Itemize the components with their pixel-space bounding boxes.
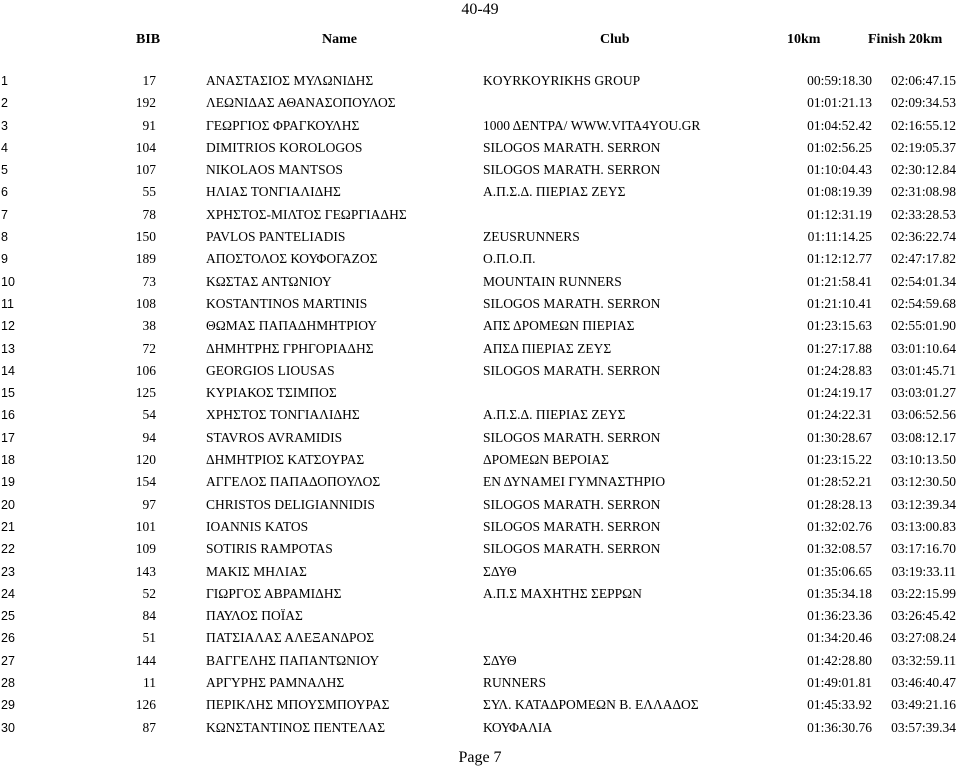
ten-km-time-cell: 01:27:17.88 [807,340,872,356]
position-cell: 21 [1,519,15,534]
ten-km-time-cell: 01:24:28.83 [807,362,872,378]
position-cell: 29 [1,698,15,713]
name-cell: ΘΩΜΑΣ ΠΑΠΑΔΗΜΗΤΡΙΟΥ [206,318,378,334]
name-cell: KOSTANTINOS MARTINIS [206,295,368,311]
finish-time-cell: 02:55:01.90 [891,318,956,334]
name-cell: ΠΑΥΛΟΣ ΠΟΪΑΣ [206,608,303,624]
club-cell: KOYRKOYRIKHS GROUP [483,73,641,88]
club-cell: ΑΠΣ ΔΡΟΜΕΩΝ ΠΙΕΡΙΑΣ [483,318,635,334]
finish-time-cell: 03:12:30.50 [891,474,956,490]
club-cell: ΔΡΟΜΕΩΝ ΒΕΡΟΙΑΣ [483,452,609,468]
finish-time-cell: 03:27:08.24 [891,630,956,646]
bib-cell: 51 [142,630,156,646]
bib-cell: 55 [142,184,156,200]
page-number: Page 7 [458,749,502,766]
position-cell: 3 [1,118,8,133]
ten-km-time-cell: 01:34:20.46 [807,630,872,646]
header-bib: BIB [136,32,161,47]
position-cell: 10 [1,274,15,289]
finish-time-cell: 03:13:00.83 [891,518,956,534]
name-cell: CHRISTOS DELIGIANNIDIS [206,496,375,512]
club-cell: ΕΝ ΔΥΝΑΜΕΙ ΓΥΜΝΑΣΤΗΡΙΟ [483,474,666,490]
position-cell: 4 [1,140,8,155]
name-cell: ΑΓΓΕΛΟΣ ΠΑΠΑΔΟΠΟΥΛΟΣ [206,474,381,490]
club-cell: Ο.Π.Ο.Π. [483,251,536,267]
position-cell: 28 [1,676,15,691]
position-cell: 26 [1,631,15,646]
finish-time-cell: 02:54:01.34 [891,273,956,289]
bib-cell: 52 [142,585,156,601]
bib-cell: 87 [142,719,156,735]
ten-km-time-cell: 01:21:58.41 [807,273,872,289]
table-row [0,271,960,293]
ten-km-time-cell: 01:36:30.76 [807,719,872,735]
name-cell: ΧΡΗΣΤΟΣ-ΜΙΛΤΟΣ ΓΕΩΡΓΙΑΔΗΣ [206,206,407,222]
name-cell: PAVLOS PANTELIADIS [206,229,346,245]
finish-time-cell: 02:33:28.53 [891,206,956,222]
finish-time-cell: 03:01:45.71 [891,362,956,378]
bib-cell: 97 [142,496,156,512]
header-club: Club [600,32,630,47]
position-cell: 23 [1,564,15,579]
finish-time-cell: 02:36:22.74 [891,229,956,245]
position-cell: 16 [1,408,15,423]
position-cell: 19 [1,475,15,490]
ten-km-time-cell: 01:08:19.39 [807,184,872,200]
table-row [0,159,960,181]
table-row [0,538,960,560]
name-cell: ΚΩΣΤΑΣ ΑΝΤΩΝΙΟΥ [206,273,332,289]
table-row [0,449,960,471]
table-row [0,717,960,739]
table-row [0,382,960,404]
name-cell: SOTIRIS RAMPOTAS [206,541,333,557]
ten-km-time-cell: 01:28:52.21 [807,474,872,490]
table-row [0,605,960,627]
name-cell: ΜΑΚΙΣ ΜΗΛΙΑΣ [206,563,307,579]
club-cell: SILOGOS MARATH. SERRON [483,162,661,178]
name-cell: ΓΕΩΡΓΙΟΣ ΦΡΑΓΚΟΥΛΗΣ [206,117,360,133]
position-cell: 18 [1,453,15,468]
club-cell: 1000 ΔΕΝΤΡΑ/ WWW.VITA4YOU.GR [483,117,701,133]
bib-cell: 17 [142,73,156,88]
ten-km-time-cell: 01:42:28.80 [807,652,872,668]
name-cell: IOANNIS KATOS [206,518,309,534]
position-cell: 15 [1,386,15,401]
name-cell: ΚΥΡΙΑΚΟΣ ΤΣΙΜΠΟΣ [206,385,337,401]
club-cell: ΣΥΛ. ΚΑΤΑΔΡΟΜΕΩΝ Β. ΕΛΛΑΔΟΣ [483,697,699,713]
position-cell: 25 [1,609,15,624]
name-cell: ΑΠΟΣΤΟΛΟΣ ΚΟΥΦΟΓΑΖΟΣ [206,251,378,267]
club-cell: SILOGOS MARATH. SERRON [483,295,661,311]
club-cell: SILOGOS MARATH. SERRON [483,541,661,557]
position-cell: 1 [1,74,8,88]
table-row [0,137,960,159]
position-cell: 14 [1,363,15,378]
club-cell: SILOGOS MARATH. SERRON [483,496,661,512]
bib-cell: 109 [135,541,156,557]
ten-km-time-cell: 01:12:12.77 [807,251,872,267]
ten-km-time-cell: 01:32:02.76 [807,518,872,534]
finish-time-cell: 03:49:21.16 [891,697,956,713]
position-cell: 22 [1,542,15,557]
table-row [0,70,960,92]
bib-cell: 73 [142,273,156,289]
ten-km-time-cell: 01:36:23.36 [807,608,872,624]
position-cell: 9 [1,252,8,267]
table-row [0,583,960,605]
ten-km-time-cell: 01:30:28.67 [807,429,872,445]
ten-km-time-cell: 00:59:18.30 [807,73,872,88]
bib-cell: 78 [142,206,156,222]
name-cell: ΧΡΗΣΤΟΣ ΤΟΝΓΙΑΛΙΔΗΣ [206,407,360,423]
bib-cell: 107 [135,162,156,178]
finish-time-cell: 03:22:15.99 [891,585,956,601]
club-cell: SILOGOS MARATH. SERRON [483,518,661,534]
name-cell: ΓΙΩΡΓΟΣ ΑΒΡΑΜΙΔΗΣ [206,585,342,601]
position-cell: 6 [1,185,8,200]
header-10km: 10km [787,32,821,47]
header-name: Name [322,32,357,47]
results-table [0,70,960,739]
table-row [0,471,960,493]
table-row [0,404,960,426]
bib-cell: 120 [135,452,156,468]
table-row [0,516,960,538]
bib-cell: 143 [135,563,156,579]
table-row [0,650,960,672]
ten-km-time-cell: 01:35:34.18 [807,585,872,601]
ten-km-time-cell: 01:04:52.42 [807,117,872,133]
header-finish: Finish 20km [868,32,943,47]
table-row [0,427,960,449]
table-row [0,181,960,203]
table-row [0,204,960,226]
bib-cell: 126 [135,697,156,713]
table-row [0,360,960,382]
position-cell: 11 [1,296,14,311]
table-row [0,561,960,583]
bib-cell: 144 [135,652,156,668]
club-cell: ΣΔΥΘ [483,652,517,668]
club-cell: MOUNTAIN RUNNERS [483,273,622,289]
club-cell: Α.Π.Σ.Δ. ΠΙΕΡΙΑΣ ΖΕΥΣ [483,407,626,423]
finish-time-cell: 03:19:33.11 [891,563,956,579]
name-cell: ΠΕΡΙΚΛΗΣ ΜΠΟΥΣΜΠΟΥΡΑΣ [206,697,390,713]
ten-km-time-cell: 01:24:22.31 [807,407,872,423]
table-row [0,494,960,516]
name-cell: ΗΛΙΑΣ ΤΟΝΓΙΑΛΙΔΗΣ [206,184,341,200]
name-cell: ΔΗΜΗΤΡΗΣ ΓΡΗΓΟΡΙΑΔΗΣ [206,340,374,356]
name-cell: ΚΩΝΣΤΑΝΤΙΝΟΣ ΠΕΝΤΕΛΑΣ [206,719,386,735]
finish-time-cell: 03:12:39.34 [891,496,956,512]
ten-km-time-cell: 01:11:14.25 [807,229,872,245]
club-cell: SILOGOS MARATH. SERRON [483,429,661,445]
position-cell: 20 [1,497,15,512]
table-row [0,315,960,337]
name-cell: ΠΑΤΣΙΑΛΑΣ ΑΛΕΞΑΝΔΡΟΣ [206,630,375,646]
club-cell: ΣΔΥΘ [483,563,517,579]
bib-cell: 192 [135,95,156,111]
finish-time-cell: 03:06:52.56 [891,407,956,423]
table-row [0,293,960,315]
position-cell: 24 [1,586,15,601]
club-cell: RUNNERS [483,675,547,691]
name-cell: ΑΝΑΣΤΑΣΙΟΣ ΜΥΛΩΝΙΔΗΣ [206,73,374,88]
bib-cell: 125 [135,385,156,401]
table-row [0,672,960,694]
ten-km-time-cell: 01:02:56.25 [807,139,872,155]
ten-km-time-cell: 01:12:31.19 [807,206,872,222]
ten-km-time-cell: 01:23:15.63 [807,318,872,334]
ten-km-time-cell: 01:28:28.13 [807,496,872,512]
ten-km-time-cell: 01:21:10.41 [807,295,872,311]
finish-time-cell: 02:31:08.98 [891,184,956,200]
finish-time-cell: 03:46:40.47 [891,675,956,691]
ten-km-time-cell: 01:01:21.13 [807,95,872,111]
ten-km-time-cell: 01:49:01.81 [807,675,872,691]
finish-time-cell: 03:17:16.70 [891,541,956,557]
bib-cell: 94 [142,429,156,445]
finish-time-cell: 03:32:59.11 [891,652,956,668]
finish-time-cell: 03:10:13.50 [891,452,956,468]
club-cell: ZEUSRUNNERS [483,229,580,245]
bib-cell: 101 [135,518,156,534]
name-cell: ΔΗΜΗΤΡΙΟΣ ΚΑΤΣΟΥΡΑΣ [206,452,365,468]
name-cell: ΛΕΩΝΙΔΑΣ ΑΘΑΝΑΣΟΠΟΥΛΟΣ [206,95,396,111]
table-row [0,338,960,360]
bib-cell: 154 [135,474,156,490]
ten-km-time-cell: 01:32:08.57 [807,541,872,557]
table-row [0,115,960,137]
table-header [0,32,960,52]
finish-time-cell: 02:06:47.15 [891,73,956,88]
bib-cell: 189 [135,251,156,267]
bib-cell: 11 [143,675,156,691]
ten-km-time-cell: 01:45:33.92 [807,697,872,713]
finish-time-cell: 03:57:39.34 [891,719,956,735]
finish-time-cell: 02:16:55.12 [891,117,956,133]
finish-time-cell: 03:08:12.17 [891,429,956,445]
finish-time-cell: 02:09:34.53 [891,95,956,111]
finish-time-cell: 03:03:01.27 [891,385,956,401]
table-row [0,226,960,248]
position-cell: 27 [1,653,15,668]
bib-cell: 104 [135,139,156,155]
bib-cell: 54 [142,407,156,423]
position-cell: 12 [1,319,15,334]
category-title: 40-49 [461,1,499,18]
club-cell: ΚΟΥΦΑΛΙΑ [483,719,553,735]
finish-time-cell: 03:01:10.64 [891,340,956,356]
bib-cell: 38 [142,318,156,334]
position-cell: 2 [1,96,8,111]
finish-time-cell: 03:26:45.42 [891,608,956,624]
name-cell: STAVROS AVRAMIDIS [206,429,343,445]
position-cell: 30 [1,720,15,735]
position-cell: 8 [1,230,8,245]
bib-cell: 72 [142,340,156,356]
position-cell: 17 [1,430,15,445]
name-cell: ΒΑΓΓΕΛΗΣ ΠΑΠΑΝΤΩΝΙΟΥ [206,652,380,668]
ten-km-time-cell: 01:10:04.43 [807,162,872,178]
table-row [0,694,960,716]
club-cell: Α.Π.Σ.Δ. ΠΙΕΡΙΑΣ ΖΕΥΣ [483,184,626,200]
club-cell: SILOGOS MARATH. SERRON [483,139,661,155]
club-cell: Α.Π.Σ ΜΑΧΗΤΗΣ ΣΕΡΡΩΝ [483,585,642,601]
ten-km-time-cell: 01:23:15.22 [807,452,872,468]
name-cell: ΑΡΓΥΡΗΣ ΡΑΜΝΑΛΗΣ [206,675,345,691]
name-cell: DIMITRIOS KOROLOGOS [206,139,363,155]
finish-time-cell: 02:19:05.37 [891,139,956,155]
club-cell: SILOGOS MARATH. SERRON [483,362,661,378]
bib-cell: 106 [135,362,156,378]
finish-time-cell: 02:54:59.68 [891,295,956,311]
position-cell: 5 [1,163,8,178]
name-cell: GEORGIOS LIOUSAS [206,362,335,378]
finish-time-cell: 02:47:17.82 [891,251,956,267]
bib-cell: 91 [142,117,156,133]
bib-cell: 84 [142,608,156,624]
table-row [0,92,960,114]
table-row [0,627,960,649]
table-row [0,248,960,270]
ten-km-time-cell: 01:24:19.17 [807,385,872,401]
club-cell: ΑΠΣΔ ΠΙΕΡΙΑΣ ΖΕΥΣ [483,340,612,356]
name-cell: NIKOLAOS MANTSOS [206,162,343,178]
bib-cell: 108 [135,295,156,311]
position-cell: 13 [1,341,15,356]
finish-time-cell: 02:30:12.84 [891,162,956,178]
ten-km-time-cell: 01:35:06.65 [807,563,872,579]
bib-cell: 150 [135,229,156,245]
position-cell: 7 [1,207,8,222]
